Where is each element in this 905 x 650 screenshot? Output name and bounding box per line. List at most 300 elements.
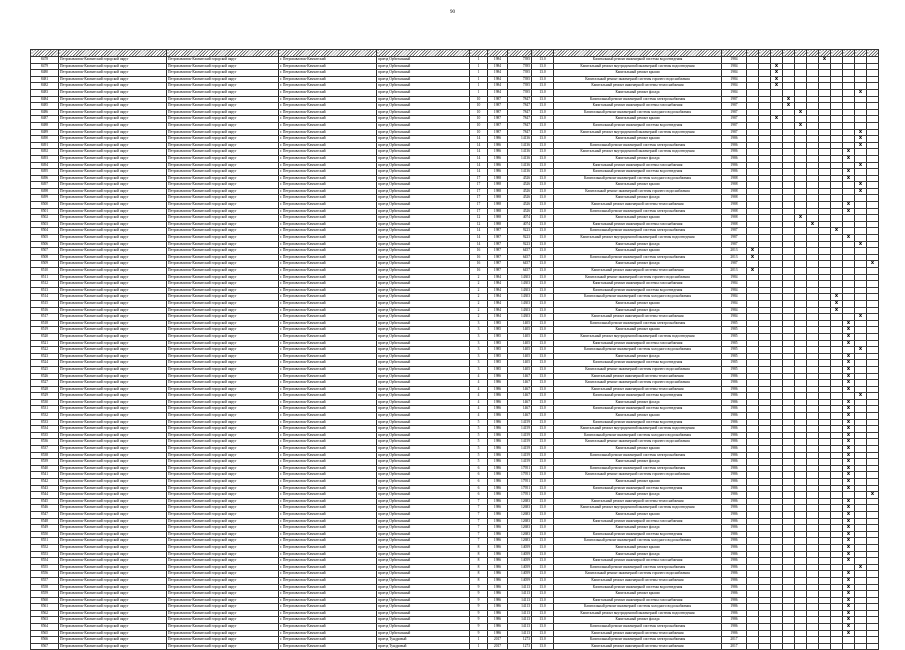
cell-mark — [771, 366, 783, 373]
cell-mark: x — [747, 254, 759, 261]
cell-mark — [771, 261, 783, 268]
cell-house: 4 — [470, 413, 488, 420]
cell-mark: x — [855, 162, 867, 169]
cell-settlement: Петропавловск-Камчатский городской округ — [167, 235, 279, 242]
cell-house: 8 — [470, 558, 488, 565]
cell-mark — [795, 241, 807, 248]
cell-id: 8497 — [31, 182, 59, 189]
cell-street: проезд Орбитальный — [377, 70, 470, 77]
cell-mark — [819, 208, 831, 215]
cell-plan-year: 1986 — [722, 558, 747, 565]
cell-mark: x — [771, 116, 783, 123]
cell-mark — [807, 373, 819, 380]
cell-mark — [795, 261, 807, 268]
cell-mark — [807, 129, 819, 136]
cell-mark — [855, 525, 867, 532]
cell-municipality: Петропавловск-Камчатский городской округ — [59, 485, 167, 492]
cell-cost: 13.0 — [532, 122, 554, 129]
cell-mark — [819, 261, 831, 268]
cell-mark — [819, 96, 831, 103]
cell-mark — [747, 169, 759, 176]
cell-mark — [795, 83, 807, 90]
cell-mark — [831, 492, 843, 499]
cell-municipality: Петропавловск-Камчатский городской округ — [59, 287, 167, 294]
cell-year: 1986 — [488, 413, 508, 420]
cell-municipality: Петропавловск-Камчатский городской округ — [59, 386, 167, 393]
cell-street: проезд Орбитальный — [377, 261, 470, 268]
cell-year: 1988 — [488, 208, 508, 215]
cell-house: 1 — [470, 89, 488, 96]
cell-plan-year: 1984 — [722, 70, 747, 77]
cell-house: 5 — [470, 459, 488, 466]
cell-municipality: Петропавловск-Камчатский городской округ — [59, 221, 167, 228]
cell-city: г. Петропавловск-Камчатский — [279, 386, 377, 393]
cell-mark — [795, 637, 807, 644]
cell-mark — [747, 386, 759, 393]
cell-cost: 13.0 — [532, 294, 554, 301]
cell-mark — [867, 551, 879, 558]
cell-mark: x — [771, 63, 783, 70]
table-row — [31, 439, 879, 446]
cell-mark: x — [855, 241, 867, 248]
cell-id: 8563 — [31, 617, 59, 624]
cell-year: 1985 — [488, 320, 508, 327]
cell-settlement: Петропавловск-Камчатский городской округ — [167, 439, 279, 446]
cell-mark — [843, 228, 855, 235]
cell-mark — [807, 498, 819, 505]
cell-mark — [783, 347, 795, 354]
cell-municipality: Петропавловск-Камчатский городской округ — [59, 360, 167, 367]
cell-work: Капитальный ремонт инженерной системы горячего водоснабжения — [554, 188, 722, 195]
cell-plan-year: 1986 — [722, 413, 747, 420]
cell-mark — [843, 294, 855, 301]
cell-mark — [855, 57, 867, 64]
cell-mark: x — [843, 399, 855, 406]
cell-mark — [807, 281, 819, 288]
cell-mark — [819, 353, 831, 360]
cell-mark — [807, 551, 819, 558]
cell-year: 1986 — [488, 624, 508, 631]
cell-mark — [783, 531, 795, 538]
cell-work: Капитальный ремонт крыши — [554, 248, 722, 255]
table-row — [31, 63, 879, 70]
cell-area: 14159 — [508, 459, 532, 466]
cell-mark — [759, 544, 771, 551]
cell-street: проезд Орбитальный — [377, 380, 470, 387]
cell-work: Капитальный ремонт внутридомовой инженерной системы водоотведения — [554, 129, 722, 136]
cell-mark — [819, 439, 831, 446]
cell-mark — [867, 129, 879, 136]
cell-area: 6457 — [508, 261, 532, 268]
cell-mark — [867, 149, 879, 156]
cell-mark — [819, 373, 831, 380]
cell-mark — [759, 248, 771, 255]
cell-mark — [771, 327, 783, 334]
cell-mark: x — [855, 188, 867, 195]
cell-mark — [867, 353, 879, 360]
cell-mark — [783, 281, 795, 288]
cell-cost: 13.0 — [532, 136, 554, 143]
cell-mark — [831, 459, 843, 466]
cell-settlement: Петропавловск-Камчатский городской округ — [167, 347, 279, 354]
cell-house: 9 — [470, 630, 488, 637]
cell-mark: x — [843, 577, 855, 584]
cell-municipality: Петропавловск-Камчатский городской округ — [59, 175, 167, 182]
cell-mark — [867, 274, 879, 281]
cell-year: 1986 — [488, 511, 508, 518]
cell-mark — [795, 610, 807, 617]
cell-id: 8522 — [31, 347, 59, 354]
cell-mark — [759, 241, 771, 248]
cell-plan-year: 1986 — [722, 630, 747, 637]
cell-mark — [795, 373, 807, 380]
cell-mark — [783, 360, 795, 367]
cell-house: 14 — [470, 228, 488, 235]
cell-cost: 13.0 — [532, 525, 554, 532]
cell-city: г. Петропавловск-Камчатский — [279, 228, 377, 235]
cell-area: 7395 — [508, 83, 532, 90]
cell-mark — [759, 327, 771, 334]
cell-mark — [771, 505, 783, 512]
cell-mark: x — [855, 182, 867, 189]
cell-settlement: Петропавловск-Камчатский городской округ — [167, 307, 279, 314]
cell-cost: 13.0 — [532, 630, 554, 637]
cell-id: 8500 — [31, 202, 59, 209]
cell-house: 17 — [470, 188, 488, 195]
cell-mark — [831, 597, 843, 604]
cell-mark — [783, 129, 795, 136]
cell-mark — [795, 360, 807, 367]
cell-street: проезд Орбитальный — [377, 538, 470, 545]
cell-work: Капитальный ремонт инженерной системы газоснабжения — [554, 340, 722, 347]
cell-year: 1987 — [488, 241, 508, 248]
cell-mark — [855, 254, 867, 261]
cell-mark — [747, 485, 759, 492]
cell-mark — [747, 70, 759, 77]
cell-mark — [759, 136, 771, 143]
cell-mark — [759, 57, 771, 64]
cell-plan-year: 1986 — [722, 617, 747, 624]
cell-house: 3 — [470, 333, 488, 340]
cell-work: Капитальный ремонт инженерной системы теплоснабжения — [554, 386, 722, 393]
cell-cost: 13.0 — [532, 327, 554, 334]
cell-settlement: Петропавловск-Камчатский городской округ — [167, 564, 279, 571]
cell-mark — [747, 558, 759, 565]
cell-cost: 13.0 — [532, 202, 554, 209]
cell-id: 8506 — [31, 241, 59, 248]
cell-area: 14136 — [508, 136, 532, 143]
cell-mark — [867, 268, 879, 275]
cell-settlement: Петропавловск-Камчатский городской округ — [167, 353, 279, 360]
cell-mark — [843, 241, 855, 248]
cell-municipality: Петропавловск-Камчатский городской округ — [59, 571, 167, 578]
cell-area: 4526 — [508, 202, 532, 209]
cell-work: Капитальный ремонт инженерной системы теплоснабжения — [554, 577, 722, 584]
cell-mark — [831, 518, 843, 525]
cell-house: 9 — [470, 591, 488, 598]
cell-cost: 13.0 — [532, 472, 554, 479]
cell-mark — [867, 518, 879, 525]
cell-mark — [807, 241, 819, 248]
cell-settlement: Петропавловск-Камчатский городской округ — [167, 281, 279, 288]
cell-municipality: Петропавловск-Камчатский городской округ — [59, 122, 167, 129]
cell-id: 8521 — [31, 340, 59, 347]
cell-street: проезд Орбитальный — [377, 419, 470, 426]
cell-mark — [747, 57, 759, 64]
cell-id: 8480 — [31, 70, 59, 77]
cell-mark — [867, 446, 879, 453]
cell-street: проезд Орбитальный — [377, 413, 470, 420]
cell-mark — [831, 221, 843, 228]
cell-mark — [747, 182, 759, 189]
cell-mark — [783, 525, 795, 532]
cell-mark — [783, 162, 795, 169]
table-row — [31, 525, 879, 532]
cell-mark: x — [843, 591, 855, 598]
cell-plan-year: 1984 — [722, 314, 747, 321]
cell-mark — [759, 89, 771, 96]
cell-mark — [807, 287, 819, 294]
cell-mark — [807, 604, 819, 611]
cell-mark — [867, 76, 879, 83]
table-row — [31, 274, 879, 281]
cell-mark — [771, 624, 783, 631]
cell-id: 8482 — [31, 83, 59, 90]
cell-year: 1986 — [488, 485, 508, 492]
cell-year: 1986 — [488, 584, 508, 591]
cell-city: г. Петропавловск-Камчатский — [279, 446, 377, 453]
cell-house: 12 — [470, 215, 488, 222]
cell-plan-year: 1987 — [722, 96, 747, 103]
cell-area: 7395 — [508, 63, 532, 70]
cell-plan-year: 1986 — [722, 373, 747, 380]
cell-work: Капитальный ремонт инженерной системы водоотведения — [554, 393, 722, 400]
table-row — [31, 314, 879, 321]
table-row — [31, 261, 879, 268]
cell-plan-year: 1988 — [722, 182, 747, 189]
cell-mark — [819, 103, 831, 110]
cell-mark — [783, 419, 795, 426]
cell-mark — [759, 109, 771, 116]
cell-mark — [771, 413, 783, 420]
cell-year: 1986 — [488, 498, 508, 505]
cell-mark — [843, 182, 855, 189]
cell-mark — [831, 479, 843, 486]
cell-mark — [843, 103, 855, 110]
cell-cost: 13.0 — [532, 564, 554, 571]
cell-street: проезд Орбитальный — [377, 564, 470, 571]
cell-cost: 13.0 — [532, 116, 554, 123]
cell-id: 8564 — [31, 624, 59, 631]
cell-work: Капитальный ремонт крыши — [554, 70, 722, 77]
cell-work: Капитальный ремонт инженерной системы водоотведения — [554, 360, 722, 367]
cell-street: проезд Орбитальный — [377, 287, 470, 294]
cell-plan-year: 1984 — [722, 76, 747, 83]
repair-schedule-table — [30, 49, 878, 650]
cell-mark — [819, 300, 831, 307]
cell-street: проезд Орбитальный — [377, 630, 470, 637]
cell-municipality: Петропавловск-Камчатский городской округ — [59, 426, 167, 433]
cell-mark — [747, 202, 759, 209]
cell-mark — [855, 380, 867, 387]
cell-city: г. Петропавловск-Камчатский — [279, 300, 377, 307]
cell-mark — [771, 604, 783, 611]
cell-house: 9 — [470, 610, 488, 617]
cell-municipality: Петропавловск-Камчатский городской округ — [59, 439, 167, 446]
cell-plan-year: 1986 — [722, 169, 747, 176]
cell-settlement: Петропавловск-Камчатский городской округ — [167, 604, 279, 611]
cell-street: проезд Орбитальный — [377, 498, 470, 505]
cell-mark — [771, 221, 783, 228]
cell-mark — [783, 169, 795, 176]
cell-mark: x — [855, 347, 867, 354]
cell-mark — [831, 511, 843, 518]
cell-mark — [867, 202, 879, 209]
cell-mark — [807, 254, 819, 261]
cell-year: 1986 — [488, 459, 508, 466]
cell-mark — [783, 518, 795, 525]
cell-house: 4 — [470, 393, 488, 400]
cell-mark — [759, 558, 771, 565]
cell-mark — [855, 268, 867, 275]
cell-mark — [831, 366, 843, 373]
cell-mark — [783, 76, 795, 83]
cell-mark — [771, 287, 783, 294]
cell-mark — [795, 479, 807, 486]
cell-mark — [867, 294, 879, 301]
cell-cost: 13.0 — [532, 129, 554, 136]
cell-mark — [819, 604, 831, 611]
cell-cost: 13.0 — [532, 452, 554, 459]
cell-settlement: Петропавловск-Камчатский городской округ — [167, 459, 279, 466]
cell-plan-year: 1986 — [722, 479, 747, 486]
cell-house: 5 — [470, 419, 488, 426]
cell-cost: 13.0 — [532, 426, 554, 433]
cell-mark — [867, 109, 879, 116]
cell-mark — [855, 584, 867, 591]
cell-mark — [843, 57, 855, 64]
cell-mark — [867, 136, 879, 143]
cell-city: г. Петропавловск-Камчатский — [279, 360, 377, 367]
cell-mark — [843, 221, 855, 228]
cell-mark — [795, 300, 807, 307]
cell-city: г. Петропавловск-Камчатский — [279, 643, 377, 650]
cell-mark: x — [831, 228, 843, 235]
cell-mark — [783, 274, 795, 281]
cell-plan-year: 1986 — [722, 564, 747, 571]
cell-work: Капитальный ремонт инженерной системы холодного водоснабжения — [554, 347, 722, 354]
cell-area: 1273 — [508, 637, 532, 644]
cell-mark — [807, 511, 819, 518]
cell-street: проезд Орбитальный — [377, 558, 470, 565]
cell-id: 8531 — [31, 406, 59, 413]
cell-municipality: Петропавловск-Камчатский городской округ — [59, 89, 167, 96]
cell-mark — [747, 294, 759, 301]
cell-plan-year: 1986 — [722, 604, 747, 611]
cell-house: 2 — [470, 287, 488, 294]
cell-mark — [771, 584, 783, 591]
cell-mark — [747, 465, 759, 472]
cell-municipality: Петропавловск-Камчатский городской округ — [59, 584, 167, 591]
cell-mark — [771, 307, 783, 314]
cell-city: г. Петропавловск-Камчатский — [279, 307, 377, 314]
cell-city: г. Петропавловск-Камчатский — [279, 525, 377, 532]
cell-year: 1988 — [488, 202, 508, 209]
cell-plan-year: 1988 — [722, 195, 747, 202]
cell-house: 6 — [470, 492, 488, 499]
cell-area: 14059 — [508, 564, 532, 571]
cell-mark — [759, 597, 771, 604]
cell-id: 8557 — [31, 577, 59, 584]
cell-settlement: Петропавловск-Камчатский городской округ — [167, 591, 279, 598]
cell-mark — [831, 129, 843, 136]
cell-mark — [855, 340, 867, 347]
cell-municipality: Петропавловск-Камчатский городской округ — [59, 248, 167, 255]
cell-house: 16 — [470, 268, 488, 275]
cell-street: проезд Орбитальный — [377, 360, 470, 367]
cell-mark — [819, 571, 831, 578]
cell-mark — [807, 70, 819, 77]
cell-mark — [795, 564, 807, 571]
cell-mark — [771, 617, 783, 624]
cell-house: 12 — [470, 221, 488, 228]
cell-municipality: Петропавловск-Камчатский городской округ — [59, 83, 167, 90]
cell-work: Капитальный ремонт инженерной системы газоснабжения — [554, 103, 722, 110]
cell-cost: 13.0 — [532, 274, 554, 281]
table-row — [31, 617, 879, 624]
cell-area: 14113 — [508, 591, 532, 598]
cell-street: проезд Орбитальный — [377, 274, 470, 281]
cell-mark — [831, 498, 843, 505]
cell-year: 1988 — [488, 175, 508, 182]
cell-settlement: Петропавловск-Камчатский городской округ — [167, 413, 279, 420]
cell-mark — [819, 347, 831, 354]
cell-mark: x — [807, 221, 819, 228]
cell-settlement: Петропавловск-Камчатский городской округ — [167, 63, 279, 70]
cell-cost: 13.0 — [532, 551, 554, 558]
cell-mark — [783, 479, 795, 486]
cell-id: 8496 — [31, 175, 59, 182]
cell-mark — [831, 314, 843, 321]
cell-mark — [831, 637, 843, 644]
cell-settlement: Петропавловск-Камчатский городской округ — [167, 149, 279, 156]
cell-municipality: Петропавловск-Камчатский городской округ — [59, 380, 167, 387]
cell-year: 1984 — [488, 76, 508, 83]
cell-street: проезд Орбитальный — [377, 63, 470, 70]
cell-mark — [831, 215, 843, 222]
cell-mark — [843, 637, 855, 644]
cell-mark — [783, 571, 795, 578]
cell-year: 1987 — [488, 122, 508, 129]
cell-id: 8489 — [31, 129, 59, 136]
cell-mark — [795, 485, 807, 492]
cell-area: 4526 — [508, 208, 532, 215]
cell-city: г. Петропавловск-Камчатский — [279, 162, 377, 169]
cell-work: Капитальный ремонт инженерной системы теплоснабжения — [554, 630, 722, 637]
cell-city: г. Петропавловск-Камчатский — [279, 571, 377, 578]
cell-street: проезд Орбитальный — [377, 393, 470, 400]
cell-id: 8547 — [31, 511, 59, 518]
cell-mark: x — [843, 169, 855, 176]
cell-area: 1405 — [508, 347, 532, 354]
cell-cost: 13.0 — [532, 261, 554, 268]
cell-mark — [855, 63, 867, 70]
cell-cost: 13.0 — [532, 155, 554, 162]
cell-mark — [771, 136, 783, 143]
cell-settlement: Петропавловск-Камчатский городской округ — [167, 472, 279, 479]
cell-mark — [819, 610, 831, 617]
cell-mark — [819, 386, 831, 393]
